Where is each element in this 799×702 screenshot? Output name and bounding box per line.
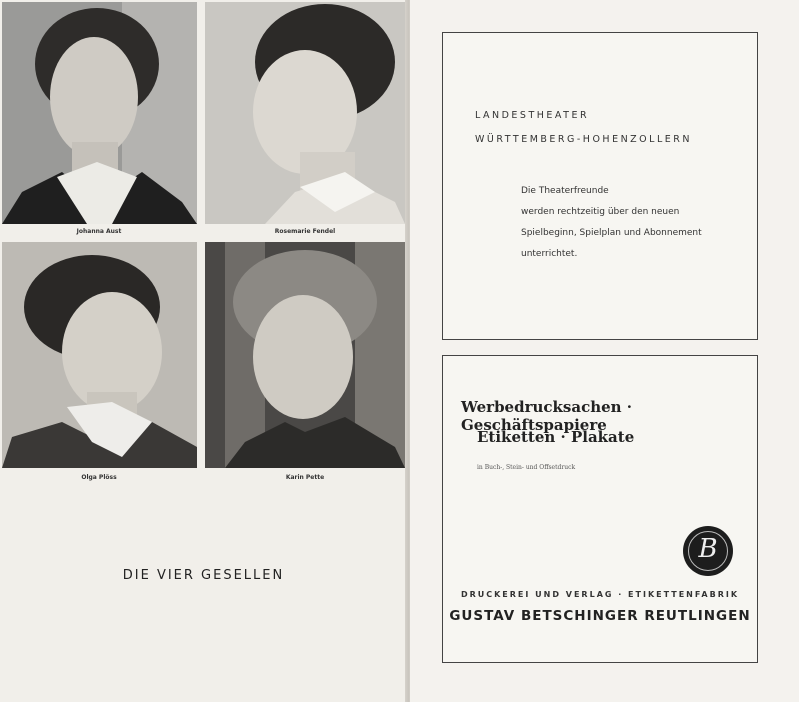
portrait-photo-4 [205,242,405,468]
logo-letter: B [698,534,718,564]
advert-heading-1: Werbedrucksachen · Geschäftspapiere [461,398,633,434]
theater-notice-text [521,181,751,265]
theater-name-line2: WÜRTTEMBERG-HOHENZOLLERN [475,134,692,145]
advert-company-type: DRUCKEREI UND VERLAG · ETIKETTENFABRIK [460,590,740,599]
portrait-caption-1: Johanna Aust [76,228,122,235]
notice-line: unterrichtet. [521,249,578,259]
right-page [410,0,799,702]
theater-notice-box [442,32,758,340]
portrait-photo-1 [2,2,197,224]
notice-line: werden rechtzeitig über den neuen [521,207,680,217]
advert-heading-2: Etiketten · Plakate [477,428,635,446]
portrait-photo-2 [205,2,405,224]
portrait-caption-4: Karin Pette [285,474,325,481]
theater-name-line1: LANDESTHEATER [475,110,590,121]
advert-subtext: in Buch-, Stein- und Offsetdruck [477,464,576,471]
advert-company-name: GUSTAV BETSCHINGER REUTLINGEN [449,608,751,624]
portrait-photo-3 [2,242,197,468]
portrait-caption-3: Olga Plöss [81,474,117,481]
printer-logo-icon [683,526,733,576]
printer-advert-box [442,355,758,663]
portrait-caption-2: Rosemarie Fendel [274,228,336,235]
production-title: DIE VIER GESELLEN [122,568,285,583]
notice-line: Die Theaterfreunde [521,186,609,196]
notice-line: Spielbeginn, Spielplan und Abonnement [521,228,702,238]
